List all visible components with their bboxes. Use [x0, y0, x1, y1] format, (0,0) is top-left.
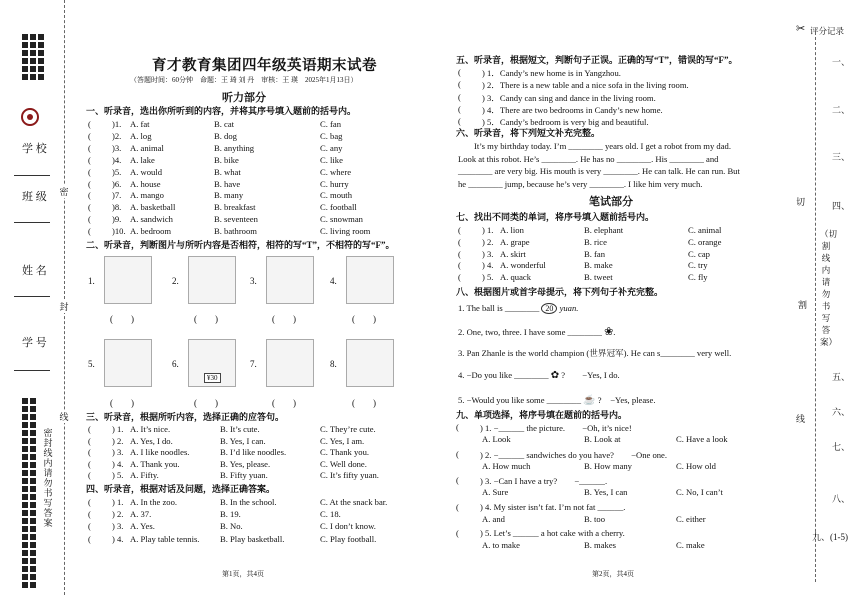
question-number: ) 2. [482, 236, 494, 247]
option-b: B. In the school. [220, 497, 277, 507]
option-a: A. log [130, 130, 152, 141]
binding-char: 密 [59, 187, 69, 197]
right-score-strip [792, 0, 860, 595]
option-b: B. seventeen [214, 214, 258, 225]
page-2 [452, 0, 792, 595]
option-c: C. living room [320, 226, 371, 237]
option-b: B. I’d like noodles. [220, 447, 287, 458]
picture-5 [104, 339, 152, 387]
option-c: C. football [320, 202, 357, 213]
drink-icon: ☕ [583, 395, 596, 406]
exam-subtitle: （答题时间：60分钟 命题：王 琦 刘 丹 审核：王 瑛 2025年1月13日） [130, 76, 358, 84]
option-b: B. bike [214, 154, 239, 165]
answer-paren[interactable]: ( [88, 509, 91, 520]
answer-paren[interactable]: ( [88, 166, 91, 177]
answer-paren[interactable]: ( [88, 214, 91, 225]
option-c: C. It’s fifty yuan. [320, 470, 379, 481]
judgement-blank[interactable]: ( ) [194, 398, 218, 408]
answer-paren[interactable]: ( [456, 475, 459, 485]
written-part-title: 笔试部分 [589, 196, 633, 208]
picture-number: 4. [330, 276, 337, 286]
mc-question: ) 1. −______ the picture. −Oh, it’s nice! [480, 423, 632, 433]
option-b: B. make [584, 260, 613, 271]
option-c: C. cap [688, 248, 710, 259]
question-number: ) 5. [112, 470, 124, 481]
judgement-blank[interactable]: ( ) [110, 398, 134, 408]
student-id-label: 学 号 [22, 337, 47, 349]
answer-paren[interactable]: ( [456, 528, 459, 538]
question-number: )1. [112, 119, 122, 129]
option-c: C. Thank you. [320, 447, 370, 458]
option-a: A. lion [500, 225, 524, 235]
option-b: B. tweet [584, 272, 613, 283]
picture-number: 7. [250, 359, 257, 369]
answer-paren[interactable]: ( [88, 130, 91, 141]
judgement-blank[interactable]: ( ) [352, 314, 376, 324]
score-item: 三、 [832, 152, 851, 162]
answer-paren[interactable]: ( [458, 248, 461, 259]
answer-paren[interactable]: ( [458, 116, 461, 127]
section-8-heading: 八、根据图片或首字母提示，将下列句子补充完整。 [456, 287, 664, 297]
class-label: 班 级 [22, 191, 47, 203]
question-number: ) 4. [112, 533, 124, 544]
option-a: A. grape [500, 236, 530, 247]
option-a: A. animal [130, 142, 164, 153]
answer-paren[interactable]: ( [458, 91, 461, 102]
picture-number: 8. [330, 359, 337, 369]
option-c: C. either [676, 513, 706, 524]
option-a: A. fat [130, 119, 150, 129]
option-a: A. Look [482, 434, 511, 444]
option-b: B. what [214, 166, 241, 177]
grapes-icon: ❀ [604, 326, 614, 338]
picture-number: 3. [250, 276, 257, 286]
page-1-footer: 第1页，共4页 [222, 570, 264, 578]
option-c: C. make [676, 540, 705, 550]
score-item: 九、(1-5) [812, 532, 848, 542]
score-item: 四、 [832, 201, 851, 211]
question-number: ) 4. [112, 458, 124, 469]
question-number: ) 4. [482, 260, 494, 271]
option-b: B. too [584, 513, 606, 524]
mc-question: ) 3. −Can I have a try? −______. [480, 476, 608, 486]
option-b: B. many [214, 190, 244, 201]
question-number: ) 1. [112, 424, 124, 434]
name-field[interactable] [14, 296, 50, 297]
question-number: )4. [112, 154, 122, 165]
option-b: B. Yes, I can. [220, 435, 266, 446]
score-item: 八、 [832, 494, 851, 504]
binding-char: 切 [796, 197, 806, 207]
option-c: C. fly [688, 272, 708, 283]
picture-number: 5. [88, 359, 95, 369]
passage-line: he ________ jump, because he’s very ________. I like him very much. [458, 178, 703, 189]
page-2-footer: 第2页，共4页 [592, 570, 634, 578]
binding-char: 线 [59, 412, 69, 422]
option-b: B. elephant [584, 225, 624, 235]
question-number: ) 3. [112, 521, 124, 532]
option-c: C. No, I can’t [676, 487, 723, 497]
option-b: B. Play basketball. [220, 533, 285, 544]
mc-question: ) 5. Let’s ______ a hot cake with a cherry. [480, 528, 625, 538]
option-c: C. snowman [320, 214, 363, 225]
question-number: ) 2. [112, 435, 124, 446]
option-c: C. mouth [320, 190, 352, 201]
option-c: C. animal [688, 225, 722, 235]
picture-4 [346, 256, 394, 304]
qr-code-top [22, 34, 44, 80]
section-2-heading: 二、听录音，判断图片与所听内容是否相符，相符的写“T”，不相符的写“F”。 [86, 240, 395, 250]
option-a: A. It’s nice. [130, 424, 171, 434]
question-number: )10. [112, 226, 126, 237]
option-b: B. breakfast [214, 202, 256, 213]
answer-paren[interactable]: ( [88, 226, 91, 237]
answer-paren[interactable]: ( [88, 142, 91, 153]
question-number: ) 1. [112, 497, 124, 507]
option-c: C. try [688, 260, 708, 271]
class-field[interactable] [14, 222, 50, 223]
left-binding-strip [0, 0, 82, 595]
option-c: C. I don’t know. [320, 521, 376, 532]
passage-line: ________ are very big. His mouth is very ________. He can talk. He can run. But [458, 166, 740, 176]
passage-line: It’s my birthday today. I’m ________ years old. I get a robot from my dad. [474, 141, 731, 151]
option-b: B. How many [584, 460, 632, 471]
answer-paren[interactable]: ( [458, 79, 461, 90]
option-c: C. How old [676, 460, 716, 471]
score-item: 五、 [832, 372, 851, 382]
option-b: B. fan [584, 248, 606, 259]
picture-number: 6. [172, 359, 179, 369]
tf-statement: ) 5．Candy’s bedroom is very big and beautiful. [482, 117, 649, 128]
option-b: B. Yes, please. [220, 458, 271, 469]
section-3-heading: 三、听录音，根据所听内容，选择正确的应答句。 [86, 412, 285, 422]
score-item: 一、 [832, 57, 851, 67]
option-b: B. It’s cute. [220, 424, 260, 434]
question-number: )9. [112, 214, 122, 225]
answer-paren[interactable]: ( [456, 501, 459, 512]
s8-question-3: 3. Pan Zhanle is the world champion (世界冠军). He can s________ very well. [458, 348, 732, 358]
school-emblem-icon [21, 108, 39, 126]
score-record-title: 评分记录 [810, 26, 845, 36]
option-c: C. Have a look [676, 434, 728, 444]
judgement-blank[interactable]: ( ) [110, 314, 134, 324]
option-c: C. At the snack bar. [320, 497, 388, 507]
picture-number: 1. [88, 276, 95, 286]
option-a: A. house [130, 178, 161, 189]
answer-paren[interactable]: ( [88, 435, 91, 446]
score-item: 六、 [832, 407, 851, 417]
option-b: B. rice [584, 236, 607, 247]
option-a: A. In the zoo. [130, 497, 178, 507]
option-c: C. like [320, 154, 343, 165]
answer-paren[interactable]: ( [88, 178, 91, 189]
option-b: B. Yes, I can [584, 487, 628, 497]
question-number: ) 5. [482, 272, 494, 283]
coin-icon: 20 [541, 303, 557, 314]
page-1 [82, 0, 452, 595]
binding-char: 线 [796, 414, 806, 424]
cut-line [815, 32, 816, 582]
option-a: A. I like noodles. [130, 447, 190, 458]
section-6-heading: 六、听录音，将下列短文补充完整。 [456, 128, 601, 138]
option-b: B. Fifty yuan. [220, 470, 268, 481]
option-a: A. to make [482, 540, 520, 550]
option-c: C. They’re cute. [320, 424, 376, 434]
answer-paren[interactable]: ( [458, 67, 461, 77]
answer-paren[interactable]: ( [88, 424, 91, 434]
answer-paren[interactable]: ( [88, 497, 91, 507]
picture-1 [104, 256, 152, 304]
scissors-icon: ✂ [796, 23, 806, 35]
answer-paren[interactable]: ( [458, 236, 461, 247]
option-c: C. any [320, 142, 343, 153]
binding-char: 封 [59, 302, 69, 312]
mc-question: ) 2. −______ sandwiches do you have? −One one. [480, 449, 668, 460]
option-b: B. bathroom [214, 226, 257, 237]
option-a: A. Fifty. [130, 470, 159, 481]
section-1-heading: 一、听录音，选出你所听到的内容，并将其序号填入题前的括号内。 [86, 106, 357, 116]
option-c: C. hurry [320, 178, 349, 189]
section-5-heading: 五、听录音，根据短文，判断句子正误。正确的写“T”，错误的写“F”。 [456, 55, 738, 65]
cut-warning-column: 密 封 线 内 请 勿 书 写 答 案 [43, 428, 53, 528]
question-number: ) 3. [112, 447, 124, 458]
option-c: C. Play football. [320, 533, 377, 544]
option-a: A. skirt [500, 248, 526, 259]
judgement-blank[interactable]: ( ) [272, 314, 296, 324]
option-a: A. would [130, 166, 162, 177]
question-number: ) 3. [482, 248, 494, 259]
option-b: B. 19. [220, 509, 241, 520]
picture-8 [346, 339, 394, 387]
answer-paren[interactable]: ( [88, 533, 91, 544]
option-a: A. quack [500, 272, 532, 283]
question-number: )8. [112, 202, 122, 213]
name-label: 姓 名 [22, 265, 47, 277]
score-item: 二、 [832, 105, 851, 115]
option-a: A. Yes. [130, 521, 155, 532]
question-number: ) 2. [112, 509, 124, 520]
s8-question-5: 5. −Would you like some ________ ☕ ? −Yes, please. [458, 395, 656, 406]
picture-3 [266, 256, 314, 304]
option-b: B. dog [214, 130, 237, 141]
s8-question-1: 1. The ball is ________ 20 yuan. [458, 303, 579, 313]
fruit-icon: ✿ [550, 370, 560, 381]
picture-7 [266, 339, 314, 387]
question-number: )5. [112, 166, 122, 177]
section-4-heading: 四、听录音，根据对话及问题，选择正确答案。 [86, 484, 276, 494]
school-field[interactable] [14, 175, 50, 176]
option-a: A. Yes, I do. [130, 435, 173, 446]
question-number: )3. [112, 142, 122, 153]
option-a: A. lake [130, 154, 155, 165]
option-b: B. No. [220, 521, 243, 532]
section-9-heading: 九、单项选择，将序号填在题前的括号内。 [456, 410, 628, 420]
answer-paren[interactable]: ( [88, 202, 91, 213]
option-a: A. sandwich [130, 214, 173, 225]
option-b: B. anything [214, 142, 255, 153]
picture-number: 2. [172, 276, 179, 286]
answer-paren[interactable]: ( [456, 448, 459, 459]
listening-part-title: 听力部分 [222, 92, 266, 104]
cut-note: （切割线内请勿书写答案） [820, 229, 838, 347]
option-a: A. basketball [130, 202, 176, 213]
question-number: )2. [112, 130, 122, 141]
option-b: B. have [214, 178, 241, 189]
answer-paren[interactable]: ( [456, 422, 459, 432]
answer-paren[interactable]: ( [88, 470, 91, 481]
section-7-heading: 七、找出不同类的单词，将序号填入题前括号内。 [456, 212, 655, 222]
score-item: 七、 [832, 442, 851, 452]
answer-paren[interactable]: ( [88, 521, 91, 532]
option-a: A. Thank you. [130, 458, 180, 469]
answer-paren[interactable]: ( [458, 225, 461, 235]
mc-question: ) 4. My sister isn’t fat. I’m not fat ______. [480, 501, 626, 512]
answer-paren[interactable]: ( [458, 260, 461, 271]
answer-paren[interactable]: ( [88, 447, 91, 458]
price-tag: ¥30 [204, 373, 221, 383]
binding-line [64, 0, 65, 595]
student-id-field[interactable] [14, 370, 50, 371]
option-a: A. Play table tennis. [130, 533, 200, 544]
answer-paren[interactable]: ( [88, 458, 91, 469]
s8-question-2: 2. One, two, three. I have some ________ ❀. [458, 326, 616, 338]
option-a: A. wonderful [500, 260, 546, 271]
s8-question-4: 4. −Do you like ________ ✿ ? −Yes, I do. [458, 370, 620, 381]
option-b: B. Look at [584, 434, 621, 444]
option-a: A. and [482, 513, 505, 524]
answer-paren[interactable]: ( [458, 103, 461, 114]
binding-char: 割 [798, 300, 808, 310]
answer-paren[interactable]: ( [88, 154, 91, 165]
option-c: C. bag [320, 130, 343, 141]
tf-statement: ) 3．Candy can sing and dance in the living room. [482, 92, 656, 103]
picture-2 [188, 256, 236, 304]
tf-statement: ) 4．There are two bedrooms in Candy’s new home. [482, 104, 663, 115]
answer-paren[interactable]: ( [88, 190, 91, 201]
option-c: C. 18. [320, 509, 341, 520]
option-c: C. fan [320, 119, 342, 129]
tf-statement: ) 1．Candy’s new home is in Yangzhou. [482, 68, 621, 78]
option-a: A. mango [130, 190, 164, 201]
tf-statement: ) 2．There is a new table and a nice sofa in the living room. [482, 80, 689, 91]
option-b: B. cat [214, 119, 235, 129]
option-c: C. orange [688, 236, 722, 247]
answer-paren[interactable]: ( [88, 119, 91, 129]
answer-paren[interactable]: ( [458, 272, 461, 283]
option-a: A. Sure [482, 487, 509, 497]
exam-title: 育才教育集团四年级英语期末试卷 [152, 58, 377, 74]
judgement-blank[interactable]: ( ) [272, 398, 296, 408]
qr-code-bottom [22, 398, 36, 588]
option-a: A. bedroom [130, 226, 172, 237]
option-b: B. makes [584, 540, 616, 550]
option-c: C. Well done. [320, 458, 367, 469]
passage-line: Look at this robot. He’s ________. He has no ________. His ________ and [458, 153, 719, 164]
judgement-blank[interactable]: ( ) [352, 398, 376, 408]
question-number: ) 1. [482, 225, 494, 235]
judgement-blank[interactable]: ( ) [194, 314, 218, 324]
option-c: C. Yes, I am. [320, 435, 365, 446]
school-label: 学 校 [22, 143, 47, 155]
option-a: A. How much [482, 460, 531, 471]
question-number: )7. [112, 190, 122, 201]
option-c: C. where [320, 166, 352, 177]
question-number: )6. [112, 178, 122, 189]
option-a: A. 37. [130, 509, 152, 520]
